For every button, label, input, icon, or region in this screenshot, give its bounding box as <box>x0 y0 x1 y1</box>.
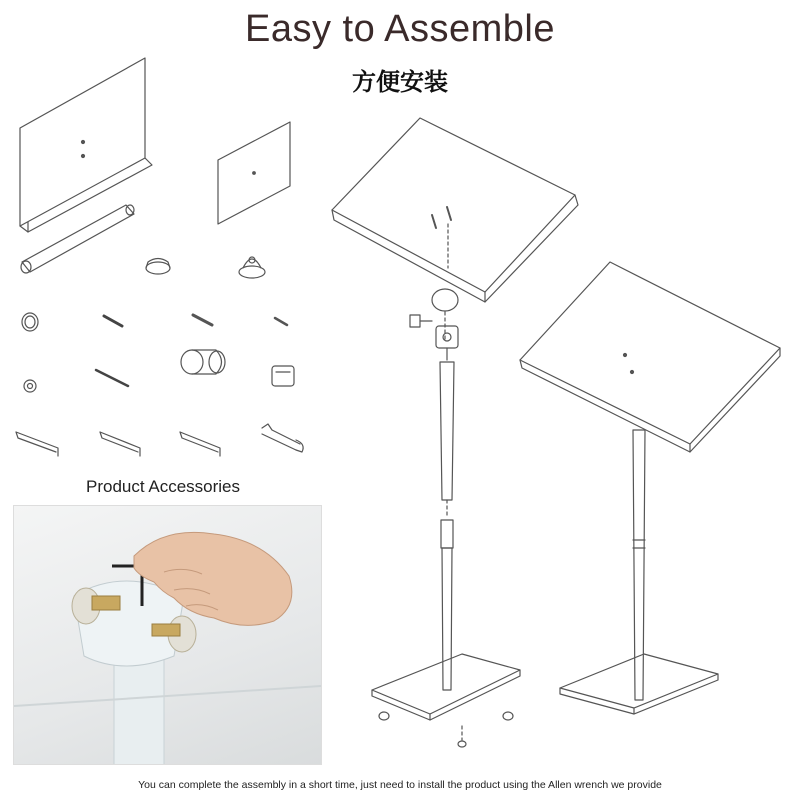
accessories-caption: Product Accessories <box>85 477 240 496</box>
nut-part <box>24 380 36 392</box>
tube-part <box>21 205 134 273</box>
clamp-part <box>272 366 294 386</box>
suction-part <box>239 257 265 278</box>
assembly-photo <box>13 505 322 765</box>
page-subtitle: 方便安装 <box>352 68 448 96</box>
hand-with-wrench-illustration <box>14 506 321 764</box>
knob-part <box>146 259 170 275</box>
bolt-part-1 <box>104 316 122 326</box>
long-bolt-part <box>96 370 128 386</box>
assembled-stand <box>520 262 780 714</box>
washer-part <box>22 313 38 331</box>
small-plate-part <box>218 122 290 224</box>
allen-key-3 <box>180 432 220 456</box>
bolt-part-3 <box>275 318 287 325</box>
footer-note: You can complete the assembly in a short time, just need to install the product using the Allen wrench we provide <box>138 779 662 791</box>
allen-key-1 <box>16 432 58 456</box>
sleeve-part <box>181 350 225 374</box>
page-title: Easy to Assemble <box>244 8 556 50</box>
bolt-part-2 <box>193 315 212 325</box>
wrench-part <box>262 424 303 452</box>
allen-key-2 <box>100 432 140 456</box>
exploded-stand <box>332 118 578 747</box>
